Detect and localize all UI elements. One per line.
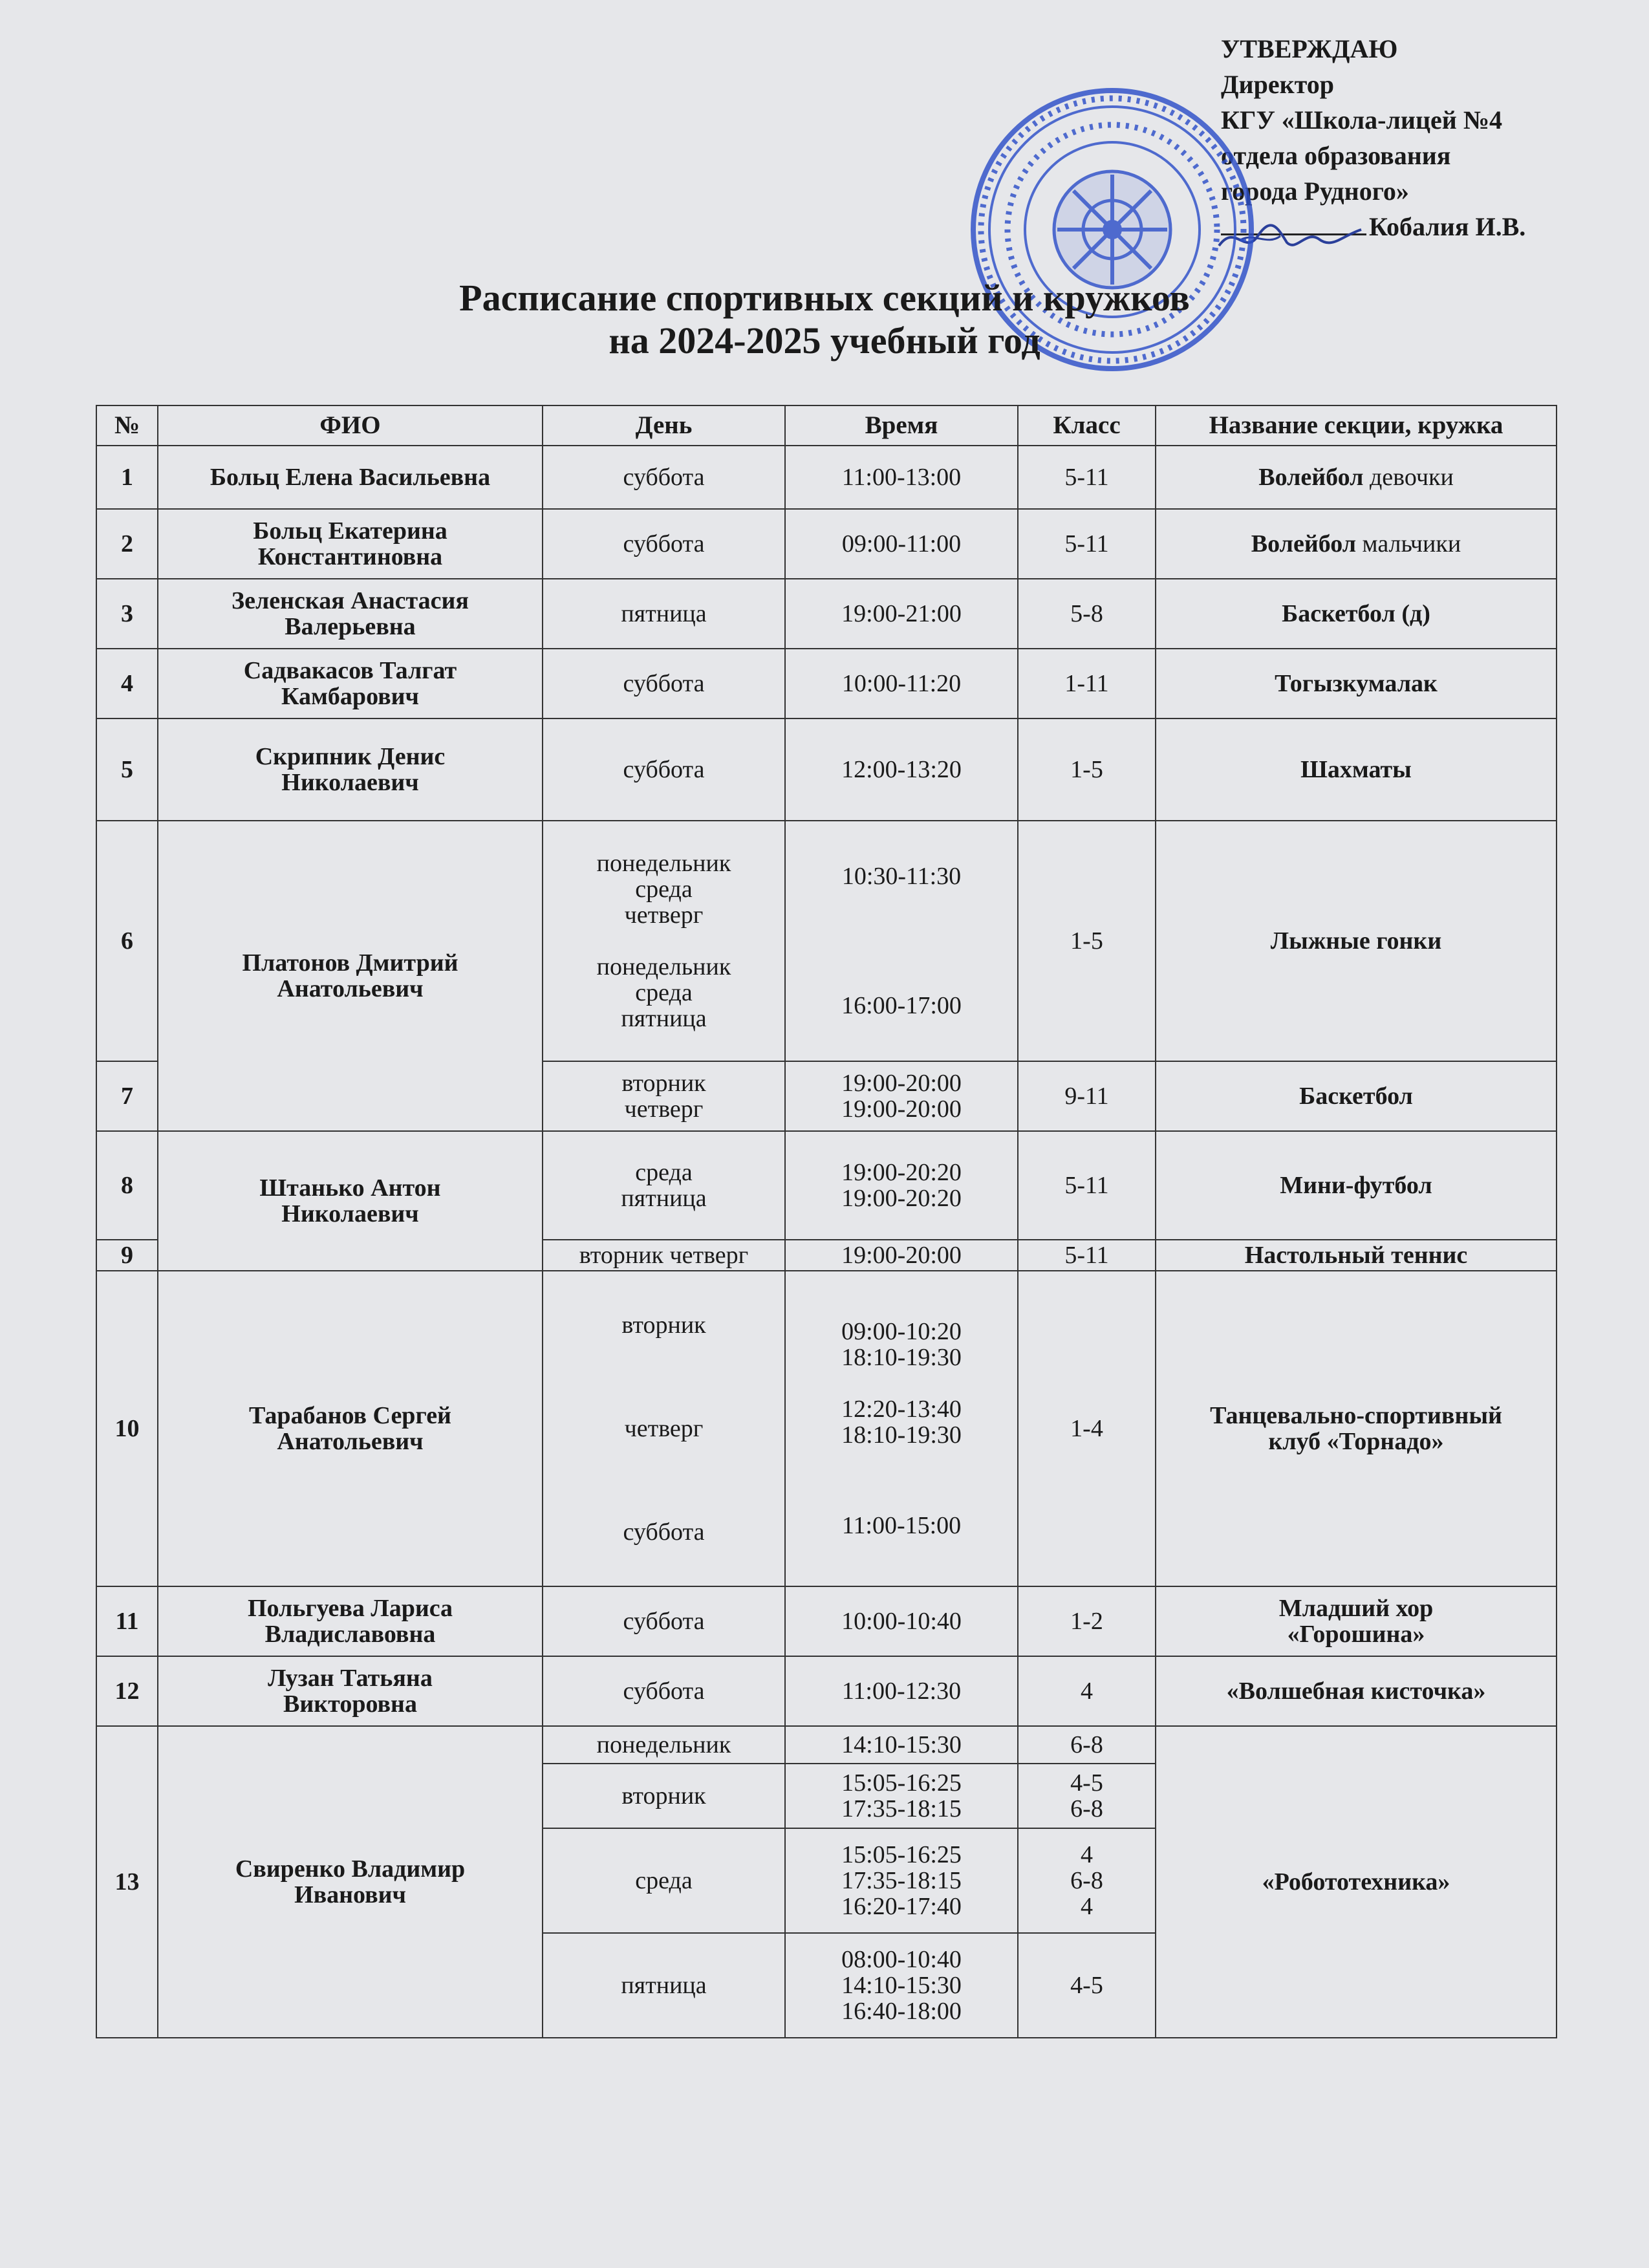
row-time: 14:10-15:30 [785, 1726, 1018, 1764]
table-row [96, 1656, 1557, 1726]
row-number: 7 [96, 1061, 158, 1131]
time-entry: 17:35-18:15 [841, 1795, 962, 1822]
row-section: «Робототехника» [1156, 1726, 1557, 2038]
row-grade: 1-11 [1018, 649, 1156, 718]
row-time: 12:00-13:20 [785, 718, 1018, 821]
approval-signer: Кобалия И.В. [1369, 212, 1526, 241]
fio-line: Анатольевич [277, 975, 424, 1002]
row-fio [158, 1271, 543, 1586]
row-day: вторник четверг [543, 1240, 785, 1271]
grade-entry: 6-8 [1070, 1867, 1103, 1894]
row-day: суббота [543, 446, 785, 509]
grade-entry: 4 [1081, 1841, 1093, 1868]
section-line: Младший хор [1278, 1595, 1434, 1622]
time-entry: 11:00-15:00 [841, 1512, 962, 1539]
section-line: «Горошина» [1287, 1621, 1425, 1648]
day-entry: понедельник [596, 850, 731, 877]
row-grade: 5-8 [1018, 579, 1156, 649]
row-time [785, 1131, 1018, 1240]
time-entry: 16:40-18:00 [841, 1998, 962, 2025]
time-entry: 18:10-19:30 [841, 1421, 962, 1449]
grade-entry: 6-8 [1070, 1795, 1103, 1822]
section-line: Танцевально-спортивный [1210, 1402, 1502, 1429]
row-time [785, 821, 1018, 1061]
fio-line: Тарабанов Сергей [249, 1402, 451, 1429]
header-number: № [96, 405, 158, 446]
row-fio [158, 579, 543, 649]
table-row [96, 1586, 1557, 1656]
row-section [1156, 446, 1557, 509]
row-fio [158, 509, 543, 579]
day-entry: суббота [623, 1518, 705, 1546]
row-day: пятница [543, 579, 785, 649]
section-line: клуб «Торнадо» [1268, 1428, 1444, 1455]
table-row [96, 1131, 1557, 1240]
row-section: «Волшебная кисточка» [1156, 1656, 1557, 1726]
row-time: 19:00-21:00 [785, 579, 1018, 649]
time-entry: 18:10-19:30 [841, 1344, 962, 1371]
row-fio [158, 1656, 543, 1726]
row-day: понедельник [543, 1726, 785, 1764]
fio-line: Анатольевич [277, 1428, 424, 1455]
time-entry: 19:00-20:20 [841, 1185, 962, 1212]
day-entry: пятница [621, 1005, 707, 1032]
row-grade: 1-4 [1018, 1271, 1156, 1586]
row-grade [1018, 1828, 1156, 1933]
table-row [96, 649, 1557, 718]
row-day: среда [543, 1828, 785, 1933]
row-section: Шахматы [1156, 718, 1557, 821]
row-day [543, 1271, 785, 1586]
row-day: суббота [543, 649, 785, 718]
row-fio: Больц Елена Васильевна [158, 446, 543, 509]
row-number: 13 [96, 1726, 158, 2038]
row-grade: 4-5 [1018, 1933, 1156, 2038]
header-grade: Класс [1018, 405, 1156, 446]
row-day: пятница [543, 1933, 785, 2038]
row-time: 19:00-20:00 [785, 1240, 1018, 1271]
approval-org-line3: города Рудного» [1221, 177, 1409, 206]
row-grade: 5-11 [1018, 1240, 1156, 1271]
row-number: 1 [96, 446, 158, 509]
row-time [785, 1828, 1018, 1933]
section-suffix: мальчики [1356, 530, 1461, 557]
row-time: 11:00-12:30 [785, 1656, 1018, 1726]
row-day [543, 1131, 785, 1240]
row-section: Настольный теннис [1156, 1240, 1557, 1271]
row-day [543, 1061, 785, 1131]
fio-line: Платонов Дмитрий [242, 949, 458, 977]
time-entry: 19:00-20:00 [841, 1096, 962, 1123]
row-section: Мини-футбол [1156, 1131, 1557, 1240]
row-grade: 5-11 [1018, 446, 1156, 509]
time-entry: 16:20-17:40 [841, 1893, 962, 1920]
approval-position: Директор [1221, 70, 1334, 99]
row-time [785, 1061, 1018, 1131]
row-section: Баскетбол (д) [1156, 579, 1557, 649]
document-title [0, 277, 1649, 362]
fio-line: Лузан Татьяна [268, 1665, 433, 1692]
time-entry: 09:00-10:20 [841, 1318, 962, 1345]
fio-line: Владиславовна [264, 1621, 436, 1648]
section-name: Волейбол [1251, 530, 1357, 557]
row-number: 2 [96, 509, 158, 579]
approval-org-line1: КГУ «Школа-лицей №4 [1221, 105, 1503, 135]
fio-line: Штанько Антон [259, 1174, 441, 1202]
day-entry: вторник [621, 1070, 706, 1097]
row-section [1156, 1586, 1557, 1656]
fio-line: Иванович [294, 1881, 406, 1908]
table-row [96, 509, 1557, 579]
time-entry: 16:00-17:00 [841, 992, 962, 1019]
schedule-table [96, 405, 1557, 2038]
time-entry: 19:00-20:20 [841, 1159, 962, 1186]
day-entry: пятница [621, 1185, 707, 1212]
fio-line: Садвакасов Талгат [243, 657, 457, 684]
row-grade: 5-11 [1018, 1131, 1156, 1240]
row-number: 3 [96, 579, 158, 649]
section-name: Волейбол [1258, 464, 1364, 491]
header-day: День [543, 405, 785, 446]
row-time: 09:00-11:00 [785, 509, 1018, 579]
time-entry: 15:05-16:25 [841, 1769, 962, 1797]
time-entry: 08:00-10:40 [841, 1946, 962, 1973]
row-number: 8 [96, 1131, 158, 1240]
row-time [785, 1271, 1018, 1586]
time-entry: 15:05-16:25 [841, 1841, 962, 1868]
row-section [1156, 1271, 1557, 1586]
day-entry: среда [635, 876, 693, 903]
row-number: 5 [96, 718, 158, 821]
row-grade: 5-11 [1018, 509, 1156, 579]
header-time: Время [785, 405, 1018, 446]
fio-line: Больц Екатерина [253, 517, 447, 545]
row-day [543, 821, 785, 1061]
row-number: 11 [96, 1586, 158, 1656]
row-time: 10:00-10:40 [785, 1586, 1018, 1656]
title-line1: Расписание спортивных секций и кружков [459, 277, 1190, 319]
row-fio [158, 718, 543, 821]
row-grade: 1-2 [1018, 1586, 1156, 1656]
time-entry: 17:35-18:15 [841, 1867, 962, 1894]
row-fio [158, 821, 543, 1131]
row-grade: 1-5 [1018, 821, 1156, 1061]
row-section: Тогызкумалак [1156, 649, 1557, 718]
fio-line: Польгуева Лариса [247, 1595, 453, 1622]
day-entry: среда [635, 1159, 693, 1186]
day-entry: понедельник [596, 953, 731, 980]
fio-line: Зеленская Анастасия [232, 587, 469, 614]
row-fio [158, 1131, 543, 1271]
time-entry: 14:10-15:30 [841, 1972, 962, 1999]
row-number: 10 [96, 1271, 158, 1586]
row-day: суббота [543, 718, 785, 821]
header-section: Название секции, кружка [1156, 405, 1557, 446]
row-fio [158, 649, 543, 718]
row-fio [158, 1726, 543, 2038]
row-section [1156, 509, 1557, 579]
row-time [785, 1933, 1018, 2038]
fio-line: Николаевич [281, 1200, 419, 1227]
row-number: 9 [96, 1240, 158, 1271]
row-time: 10:00-11:20 [785, 649, 1018, 718]
row-section: Лыжные гонки [1156, 821, 1557, 1061]
day-entry: вторник [621, 1312, 706, 1339]
day-entry: четверг [624, 1096, 704, 1123]
header-fio: ФИО [158, 405, 543, 446]
table-row [96, 579, 1557, 649]
table-row [96, 446, 1557, 509]
day-entry: четверг [624, 1415, 704, 1442]
row-day: суббота [543, 1586, 785, 1656]
grade-entry: 4-5 [1070, 1769, 1103, 1797]
fio-line: Викторовна [283, 1690, 417, 1718]
time-entry: 12:20-13:40 [841, 1396, 962, 1423]
row-time: 11:00-13:00 [785, 446, 1018, 509]
section-suffix: девочки [1363, 464, 1454, 491]
row-section: Баскетбол [1156, 1061, 1557, 1131]
table-row [96, 1271, 1557, 1586]
row-number: 12 [96, 1656, 158, 1726]
row-grade: 4 [1018, 1656, 1156, 1726]
table-row [96, 718, 1557, 821]
approval-org-line2: отдела образования [1221, 141, 1451, 170]
time-entry: 10:30-11:30 [841, 863, 962, 890]
fio-line: Скрипник Денис [255, 743, 446, 770]
row-day: суббота [543, 509, 785, 579]
title-line2: на 2024-2025 учебный год [609, 319, 1040, 362]
fio-line: Николаевич [281, 769, 419, 796]
row-grade: 6-8 [1018, 1726, 1156, 1764]
table-row [96, 1726, 1557, 1764]
row-day: вторник [543, 1764, 785, 1828]
row-grade: 1-5 [1018, 718, 1156, 821]
fio-line: Валерьевна [285, 613, 416, 640]
row-grade [1018, 1764, 1156, 1828]
row-day: суббота [543, 1656, 785, 1726]
approval-block [1221, 31, 1583, 244]
row-number: 4 [96, 649, 158, 718]
grade-entry: 4 [1081, 1893, 1093, 1920]
approval-heading: УТВЕРЖДАЮ [1221, 34, 1398, 63]
row-time [785, 1764, 1018, 1828]
fio-line: Свиренко Владимир [235, 1855, 466, 1883]
day-entry: четверг [624, 902, 704, 929]
fio-line: Константиновна [257, 543, 443, 570]
day-entry: среда [635, 979, 693, 1006]
fio-line: Камбарович [281, 683, 419, 710]
row-number: 6 [96, 821, 158, 1061]
time-entry: 19:00-20:00 [841, 1070, 962, 1097]
table-header-row [96, 405, 1557, 446]
table-row [96, 821, 1557, 1061]
row-fio [158, 1586, 543, 1656]
row-grade: 9-11 [1018, 1061, 1156, 1131]
